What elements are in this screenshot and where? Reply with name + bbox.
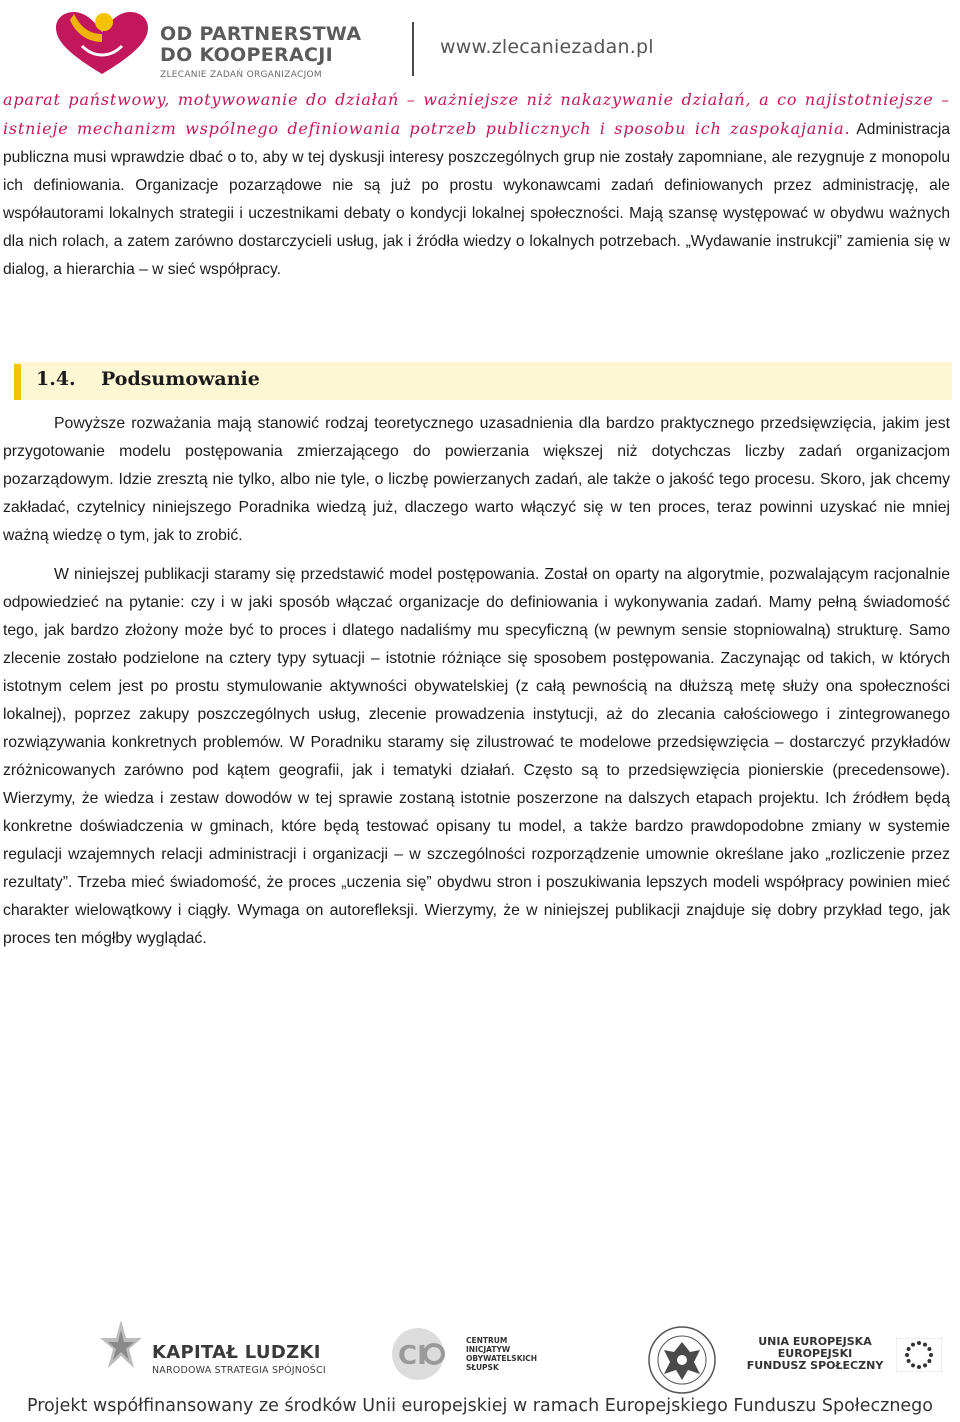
kapital-ludzki-subtitle: NARODOWA STRATEGIA SPÓJNOŚCI <box>152 1365 326 1376</box>
kapital-ludzki-title: KAPITAŁ LUDZKI <box>152 1342 321 1363</box>
university-warsaw-seal-icon <box>642 1324 722 1396</box>
svg-text:CI: CI <box>398 1341 427 1371</box>
intro-paragraph <box>3 86 950 284</box>
cio-line1: CENTRUM <box>466 1336 508 1345</box>
eu-line2: EUROPEJSKI <box>777 1347 853 1360</box>
org-name-block <box>160 24 361 80</box>
cio-logo-icon <box>376 1324 460 1384</box>
summary-section <box>3 410 950 953</box>
page-header <box>0 0 960 82</box>
eu-name-block <box>740 1336 890 1372</box>
partnership-heart-logo-icon <box>52 8 152 78</box>
section-number: 1.4. <box>36 368 76 390</box>
section-heading <box>14 362 952 400</box>
summary-paragraph-2: W niniejszej publikacji staramy się przedstawić model postępowania. Został on oparty na algorytmie, pozwalającym racjonalnie odpowiedzieć na pytanie: czy i w jaki sposób włączać organizacje do definiowania i wykonywania zadań. Mamy pełną świadomość tego, jak bardzo złożony może być to proces i dlatego nadaliśmy mu specyficzną (w pewnym sensie stopniowalną) strukturę. Samo zlecenie zostało podzielone na cztery typy sytuacji – istotnie różniące się sposobem postępowania. Zaczynając od takich, w których istotnym celem jest po prostu stymulowanie aktywności obywatelskiej (z całą pewnością na dłuższą metę służy ona społeczności lokalnej), poprzez zakupy poszczególnych usług, zlecenie prowadzenia instytucji, aż do zlecania całościowego i zintegrowanego rozwiązywania konkretnych problemów. W Poradniku staramy się zilustrować te modelowe przedsięwzięcia – dostarczyć przykładów zróżnicowanych zarówno pod kątem geografii, jak i tematyki działań. Często są to przedsięwzięcia pionierskie (precedensowe). Wierzymy, że wiedza i zestaw dowodów w tej sprawie zostaną istotnie poszerzone na dalszych etapach projektu. Ich źródłem będą konkretne doświadczenia w gminach, które będą testować opisany tu model, a także bardzo prawdopodobne zmiany w systemie regulacji wzajemnych relacji administracji i organizacji – w szczególności rozporządzenie umownie określane jako „rozliczenie przez rezultaty”. Trzeba mieć świadomość, że proces „uczenia się” obydwu stron i poszukiwania lepszych modeli współpracy powinien mieć charakter wielowątkowy i ciągły. Wymaga on autorefleksji. Wierzymy, że w niniejszej publikacji znajduje się dobry przykład tego, jak proces ten mógłby wyglądać. <box>3 566 950 947</box>
cio-name-block <box>466 1336 536 1372</box>
intro-section <box>3 86 950 284</box>
org-name-line2: DO KOOPERACJI <box>160 44 333 66</box>
kapital-ludzki-logo <box>152 1342 326 1376</box>
section-title: Podsumowanie <box>101 368 260 390</box>
header-divider <box>412 22 414 76</box>
cio-line4: SŁUPSK <box>466 1363 499 1372</box>
intro-italic-text: aparat państwowy, motywowanie do działań – ważniejsze niż nakazywanie działań, a co najistotniejsze – istnieje mechanizm wspólnego definiowania potrzeb publicznych i sposobu ich zaspokajania. <box>3 90 950 138</box>
org-name-line1: OD PARTNERSTWA <box>160 23 362 45</box>
intro-text-part1: Administracja publiczna musi wprawdzie dbać o to, aby w tej dyskusji interesy poszczególnych grup nie zostały zapomniane, ale rezygnuje z monopolu ich definiowania. <box>3 121 950 194</box>
intro-text-part2: Organizacje pozarządowe nie są już po prostu wykonawcami zadań definiowanych przez administrację, ale współautorami lokalnych strategii i uczestnikami debaty o kondycji lokalnej społeczności. Mają szansę występować w obydwu ważnych dla nich rolach, a zatem zarówno dostarczycieli usług, jak i źródła wiedzy o lokalnych potrzebach. „Wydawanie instrukcji” zamienia się w dialog, a hierarchia – w sieć współpracy. <box>3 177 950 278</box>
cio-line3: OBYWATELSKICH <box>466 1354 538 1363</box>
section-marker-bar <box>14 364 21 400</box>
kapital-ludzki-star-icon <box>98 1318 144 1384</box>
eu-flag-icon <box>896 1338 942 1372</box>
eu-line3: FUNDUSZ SPOŁECZNY <box>746 1359 884 1372</box>
summary-paragraph-1: Powyższe rozważania mają stanowić rodzaj teoretycznego uzasadnienia dla bardzo praktycznego przedsięwzięcia, jakim jest przygotowanie modelu postępowania zmierzającego do powierzania większej niż dotychczas liczby zadań organizacjom pozarządowym. Idzie zresztą nie tylko, albo nie tyle, o liczbę powierzanych zadań, ale także o jakość tego procesu. Skoro, jak chcemy zakładać, czytelnicy niniejszego Poradnika wiedzą już, dlaczego warto włączyć się w ten proces, teraz powinni uzyskać nie mniej ważną wiedzę o tym, jak to zrobić. <box>3 415 950 544</box>
site-url[interactable]: www.zlecaniezadan.pl <box>440 36 654 58</box>
footer-funding-note: Projekt współfinansowany ze środków Unii europejskiej w ramach Europejskiego Funduszu Społecznego <box>26 1396 934 1416</box>
org-subtitle: ZLECANIE ZADAŃ ORGANIZACJOM <box>160 70 322 80</box>
page-footer <box>0 1312 960 1422</box>
eu-line1: UNIA EUROPEJSKA <box>758 1335 872 1348</box>
cio-line2: INICJATYW <box>466 1345 511 1354</box>
